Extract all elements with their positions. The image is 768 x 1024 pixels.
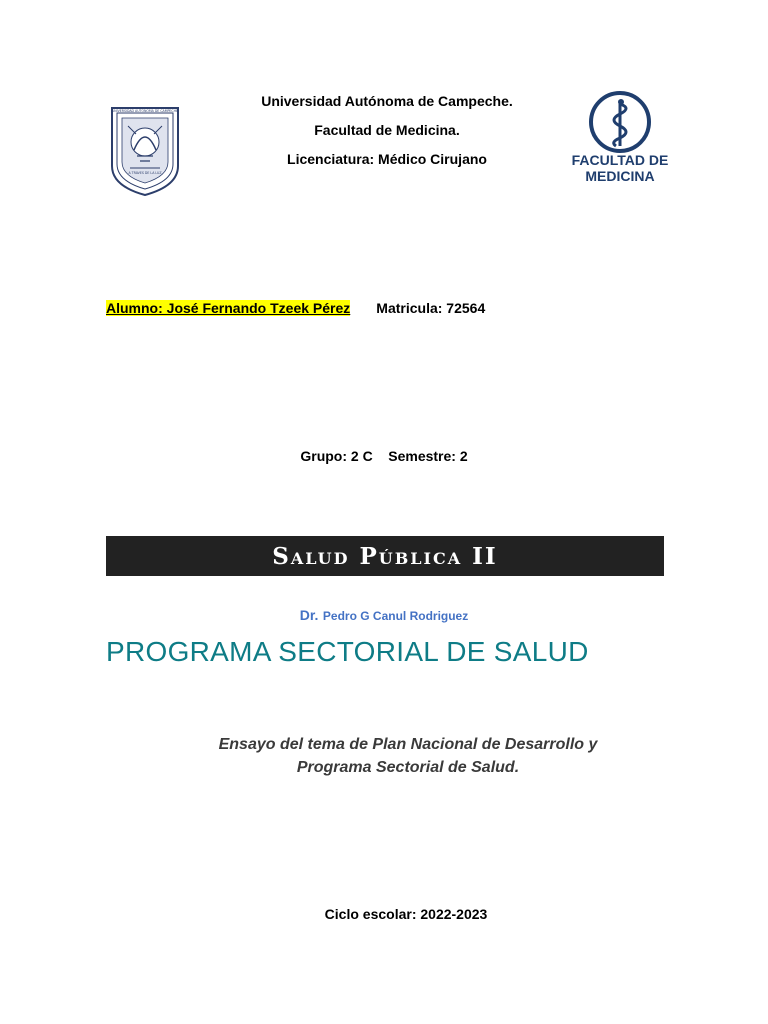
matricula: Matricula: 72564 <box>376 300 486 316</box>
course-banner <box>106 536 664 576</box>
faculty-logo-line2: MEDICINA <box>585 168 655 184</box>
student-name: Alumno: José Fernando Tzeek Pérez <box>106 300 351 316</box>
degree-name: Licenciatura: Médico Cirujano <box>287 151 487 167</box>
caduceus-icon <box>574 90 666 154</box>
student-line <box>106 300 485 316</box>
professor-line <box>0 607 768 625</box>
faculty-name: Facultad de Medicina. <box>314 122 460 138</box>
svg-text:UNIVERSIDAD AUTONOMA DE CAMPEC: UNIVERSIDAD AUTONOMA DE CAMPECHE <box>111 109 179 113</box>
professor-prefix: Dr. <box>299 607 319 623</box>
svg-text:A TRAVES DE LA LUZ: A TRAVES DE LA LUZ <box>128 171 162 175</box>
essay-line-2: Programa Sectorial de Salud. <box>296 759 520 776</box>
essay-line-1: Ensayo del tema de Plan Nacional de Desarrollo y <box>218 736 598 753</box>
faculty-logo <box>571 90 669 186</box>
document-title: PROGRAMA SECTORIAL DE SALUD <box>106 636 589 667</box>
professor-name: Pedro G Canul Rodriguez <box>322 609 469 623</box>
school-cycle: Ciclo escolar: 2022-2023 <box>324 906 488 922</box>
university-name: Universidad Autónoma de Campeche. <box>261 93 513 109</box>
group-semester: Grupo: 2 C Semestre: 2 <box>300 448 468 464</box>
essay-description <box>150 733 666 779</box>
course-title: Salud Pública II <box>272 542 498 570</box>
faculty-logo-line1: FACULTAD DE <box>571 152 669 168</box>
